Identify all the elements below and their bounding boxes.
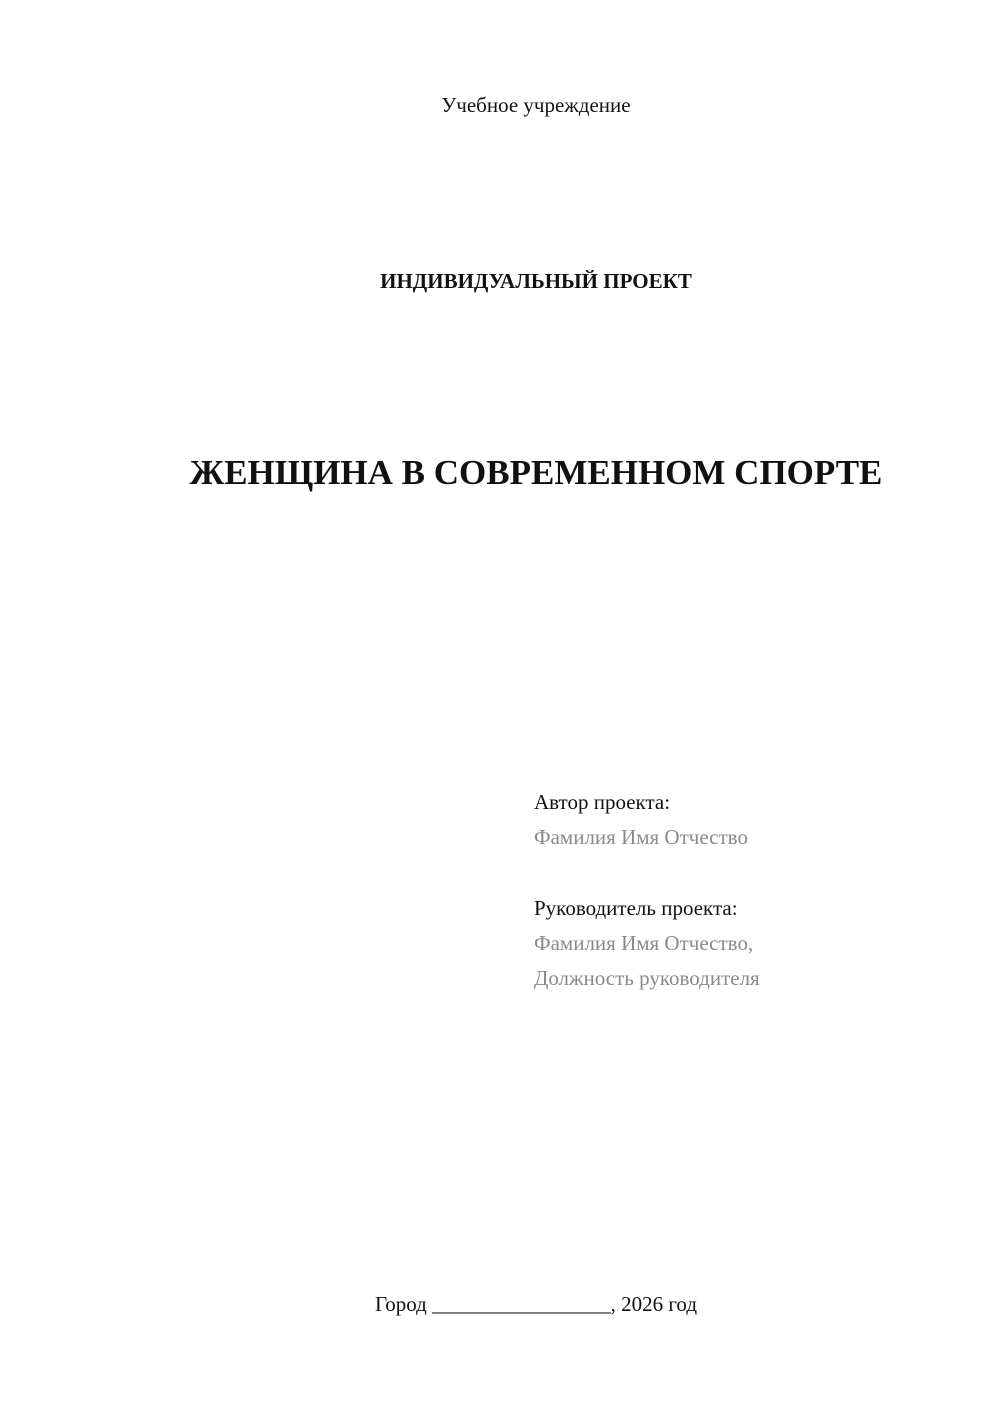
author-block (534, 785, 748, 855)
supervisor-label: Руководитель проекта: (534, 896, 738, 920)
project-type-heading: ИНДИВИДУАЛЬНЫЙ ПРОЕКТ (380, 269, 692, 293)
city-year-line: Город _________________, 2026 год (374, 1292, 698, 1316)
institution-name: Учебное учреждение (441, 93, 631, 117)
author-label: Автор проекта: (534, 790, 671, 814)
author-name: Фамилия Имя Отчество (534, 825, 748, 849)
supervisor-position: Должность руководителя (534, 966, 760, 990)
project-title: ЖЕНЩИНА В СОВРЕМЕННОМ СПОРТЕ (189, 453, 883, 492)
supervisor-name: Фамилия Имя Отчество, (534, 931, 754, 955)
supervisor-block (534, 891, 760, 996)
